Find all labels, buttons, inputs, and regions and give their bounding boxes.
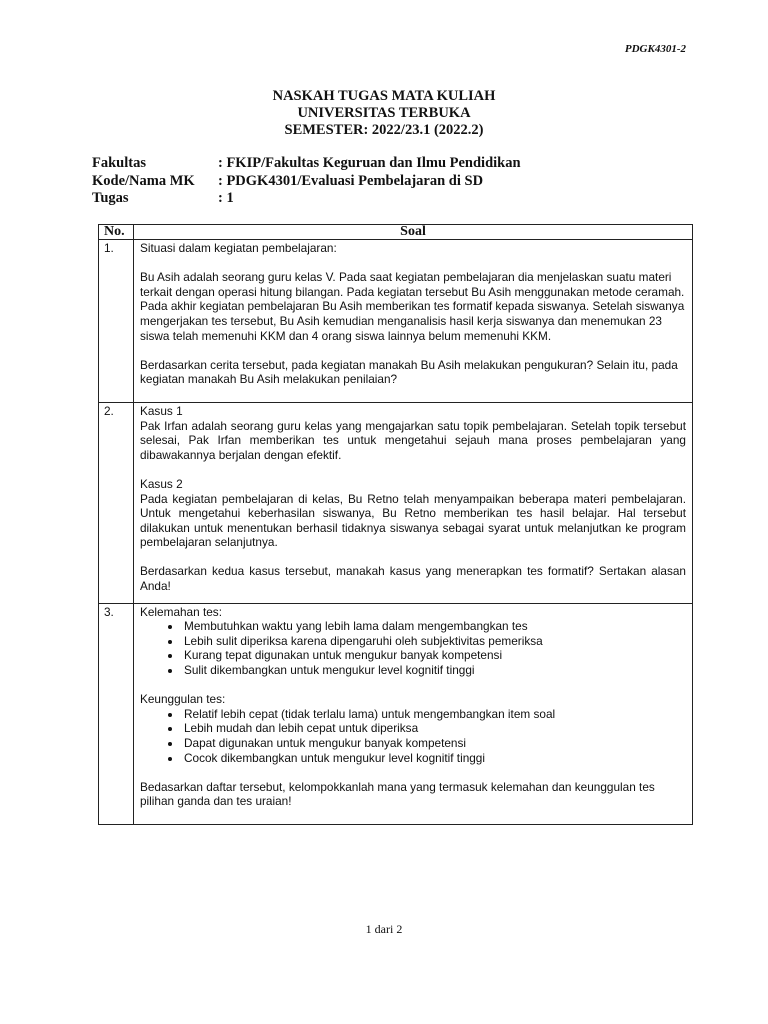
page-number: 1 dari 2 xyxy=(365,922,403,936)
list-item: • Kurang tepat digunakan untuk mengukur banyak kompetensi xyxy=(182,648,686,663)
list-item: • Cocok dikembangkan untuk mengukur level kognitif tinggi xyxy=(182,751,686,766)
strength-list xyxy=(140,707,686,765)
task-table xyxy=(98,224,693,825)
meta-value: : 1 xyxy=(218,190,234,206)
list-item: • Relatif lebih cepat (tidak terlalu lama) untuk mengembangkan item soal xyxy=(182,707,686,722)
question-intro: Situasi dalam kegiatan pembelajaran: xyxy=(140,241,337,255)
column-header-soal: Soal xyxy=(134,225,693,240)
strength-title: Keunggulan tes: xyxy=(140,692,226,707)
header-title: NASKAH TUGAS MATA KULIAH xyxy=(272,88,496,104)
header-university: UNIVERSITAS TERBUKA xyxy=(297,105,471,121)
list-item: • Sulit dikembangkan untuk mengukur level kognitif tinggi xyxy=(182,663,686,678)
course-meta xyxy=(92,155,521,208)
case-1-text: Pak Irfan adalah seorang guru kelas yang mengajarkan satu topik pembelajaran. Setelah topik tersebut selesai, Pak Irfan memberikan tes untuk mengetahui sejauh mana proses pembelajaran yang dibawakannya berjalan dengan efektif. xyxy=(140,418,686,462)
weakness-list xyxy=(140,619,686,677)
meta-row-faculty xyxy=(92,155,521,173)
question-story: Bu Asih adalah seorang guru kelas V. Pada saat kegiatan pembelajaran dia menjelaskan suatu materi terkait dengan operasi hitung bilangan. Pada kegiatan tersebut Bu Asih menggunakan metode ceramah. Pada akhir kegiatan pembelajaran Bu Asih memberikan tes formatif kepada siswanya. Setelah siswanya mengerjakan tes tersebut, Bu Asih kemudian menganalisis hasil kerja siswanya dan menemukan 23 siswa telah memenuhi KKM dan 4 orang siswa lainnya belum memenuhi KKM. xyxy=(140,270,685,343)
meta-row-course xyxy=(92,173,521,191)
table-header-row xyxy=(99,225,693,240)
list-item: • Membutuhkan waktu yang lebih lama dalam mengembangkan tes xyxy=(182,619,686,634)
document-header xyxy=(0,88,768,139)
case-2-title: Kasus 2 xyxy=(140,476,183,491)
row-number: 1. xyxy=(99,240,134,403)
case-2-text: Pada kegiatan pembelajaran di kelas, Bu Retno telah menyampaikan beberapa materi pembelajaran. Untuk mengetahui keberhasilan siswanya, Bu Retno memberikan tes hasil belajar. Hal tersebut dilakukan untuk menentukan berhasil tidaknya siswanya sebagai syarat untuk melanjutkan ke program pembelajaran selanjutnya. xyxy=(140,491,686,550)
meta-key: Kode/Nama MK xyxy=(92,172,195,189)
table-row xyxy=(99,240,693,403)
header-semester: SEMESTER: 2022/23.1 (2022.2) xyxy=(284,122,484,138)
question-cell xyxy=(134,603,693,824)
row-number: 2. xyxy=(99,402,134,603)
table-row xyxy=(99,402,693,603)
list-item: • Dapat digunakan untuk mengukur banyak kompetensi xyxy=(182,736,686,751)
question-cell xyxy=(134,402,693,603)
question-cell xyxy=(134,240,693,403)
meta-value: : FKIP/Fakultas Keguruan dan Ilmu Pendidikan xyxy=(218,155,521,171)
table-row xyxy=(99,603,693,824)
meta-value: : PDGK4301/Evaluasi Pembelajaran di SD xyxy=(218,172,484,189)
meta-row-task xyxy=(92,190,521,208)
meta-key: Tugas xyxy=(92,190,129,206)
list-item: • Lebih sulit diperiksa karena dipengaruhi oleh subjektivitas pemeriksa xyxy=(182,634,686,649)
document-code: PDGK4301-2 xyxy=(624,43,686,55)
question-prompt: Berdasarkan cerita tersebut, pada kegiatan manakah Bu Asih melakukan pengukuran? Selain itu, pada kegiatan manakah Bu Asih melakukan penilaian? xyxy=(140,357,678,387)
weakness-title: Kelemahan tes: xyxy=(140,604,222,619)
column-header-no: No. xyxy=(99,225,134,240)
case-1-title: Kasus 1 xyxy=(140,403,183,418)
row-number: 3. xyxy=(99,603,134,824)
meta-key: Fakultas xyxy=(92,155,146,171)
list-item: • Lebih mudah dan lebih cepat untuk diperiksa xyxy=(182,721,686,736)
question-prompt: Bedasarkan daftar tersebut, kelompokkanlah mana yang termasuk kelemahan dan keunggulan tes pilihan ganda dan tes uraian! xyxy=(140,779,655,809)
question-prompt: Berdasarkan kedua kasus tersebut, manakah kasus yang menerapkan tes formatif? Sertakan alasan Anda! xyxy=(140,564,686,594)
